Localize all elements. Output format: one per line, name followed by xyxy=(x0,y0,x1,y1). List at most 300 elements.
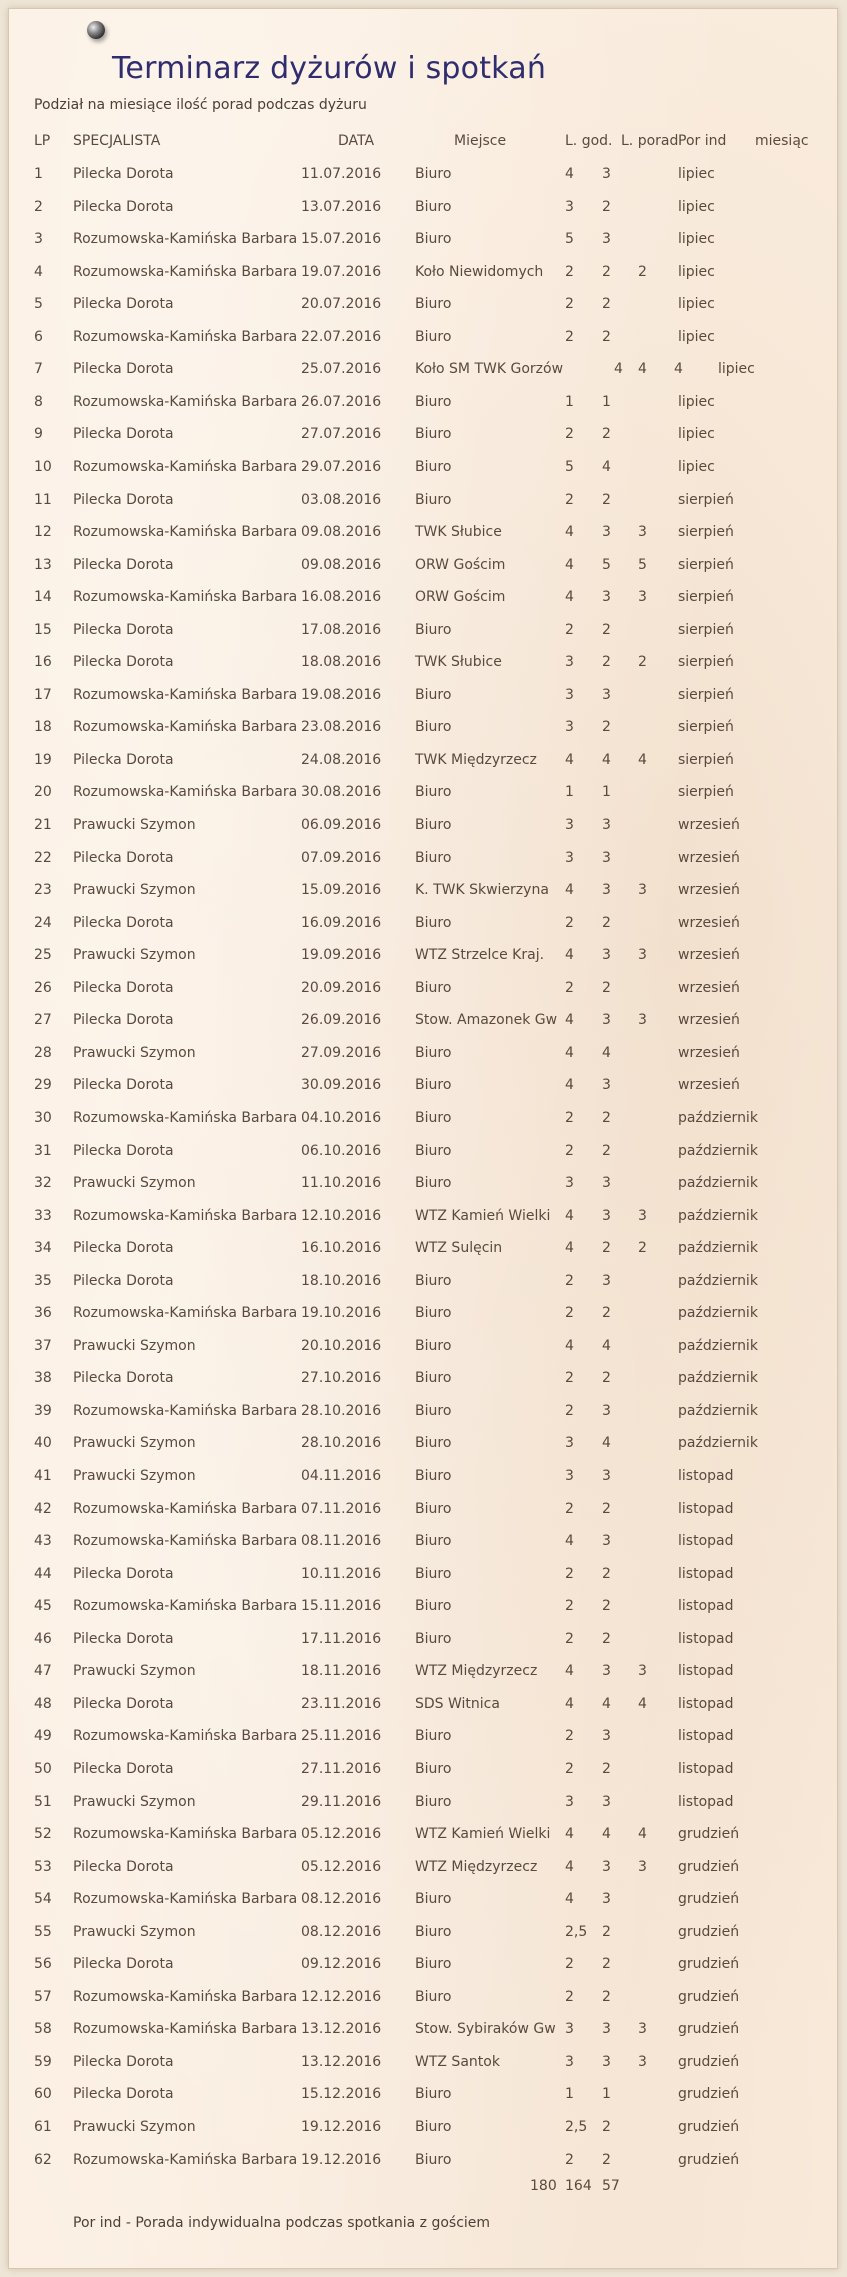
row-data: 29.07.2016 xyxy=(301,458,382,475)
row-miejsce: WTZ Międzyrzecz xyxy=(415,1663,538,1680)
row-por-ind: 3 xyxy=(638,1207,647,1224)
row-specjalista: Pilecka Dorota xyxy=(73,1142,174,1159)
row-l-porad: 2 xyxy=(602,1923,611,1940)
row-miejsce: Biuro xyxy=(415,1598,452,1615)
table-row xyxy=(9,1564,837,1584)
row-por-ind: 3 xyxy=(638,1858,647,1875)
row-lp: 32 xyxy=(34,1175,52,1191)
row-data: 13.12.2016 xyxy=(301,2053,382,2070)
table-row xyxy=(9,1824,837,1844)
row-l-godz: 2 xyxy=(565,1598,574,1615)
row-lp: 37 xyxy=(34,1337,52,1354)
table-row xyxy=(9,750,837,770)
row-lp: 17 xyxy=(34,686,52,703)
row-lp: 3 xyxy=(34,231,43,248)
row-lp: 40 xyxy=(34,1435,52,1452)
row-l-porad: 3 xyxy=(602,1207,611,1224)
row-specjalista: Pilecka Dorota xyxy=(73,849,174,866)
row-l-godz: 4 xyxy=(565,1077,574,1094)
row-l-godz: 4 xyxy=(565,947,574,964)
row-miesiac: lipiec xyxy=(718,361,755,378)
header-miesiac: miesiąc xyxy=(755,133,809,149)
row-data: 13.07.2016 xyxy=(301,198,382,215)
row-specjalista: Pilecka Dorota xyxy=(73,1370,174,1387)
row-specjalista: Rozumowska-Kamińska Barbara xyxy=(73,1988,298,2005)
row-lp: 2 xyxy=(34,198,43,215)
row-miesiac: listopad xyxy=(678,1500,734,1517)
row-miesiac: październik xyxy=(678,1370,758,1387)
row-miejsce: ORW Gościm xyxy=(415,589,506,606)
row-lp: 51 xyxy=(34,1793,52,1810)
row-specjalista: Rozumowska-Kamińska Barbara xyxy=(73,1728,298,1745)
row-specjalista: Rozumowska-Kamińska Barbara xyxy=(73,686,298,703)
row-lp: 38 xyxy=(34,1370,52,1387)
table-row xyxy=(9,717,837,737)
row-miejsce: Biuro xyxy=(415,1923,452,1940)
row-data: 07.09.2016 xyxy=(301,849,382,866)
row-miesiac: listopad xyxy=(678,1728,734,1745)
row-l-godz: 3 xyxy=(565,198,574,215)
row-lp: 29 xyxy=(34,1077,52,1094)
table-row xyxy=(9,913,837,933)
row-data: 22.07.2016 xyxy=(301,328,382,345)
row-l-porad: 3 xyxy=(602,1468,611,1484)
row-miesiac: grudzień xyxy=(678,2086,740,2103)
row-data: 27.10.2016 xyxy=(301,1370,382,1387)
row-specjalista: Prawucki Szymon xyxy=(73,1468,196,1484)
row-miesiac: listopad xyxy=(678,1793,734,1810)
row-specjalista: Pilecka Dorota xyxy=(73,426,174,443)
row-l-godz: 3 xyxy=(565,1435,574,1452)
row-l-godz: 4 xyxy=(565,589,574,606)
row-specjalista: Pilecka Dorota xyxy=(73,2086,174,2103)
row-l-godz: 3 xyxy=(565,1175,574,1191)
row-miejsce: Biuro xyxy=(415,719,452,736)
row-specjalista: Pilecka Dorota xyxy=(73,296,174,313)
row-l-godz: 2 xyxy=(565,1272,574,1289)
row-specjalista: Rozumowska-Kamińska Barbara xyxy=(73,328,298,345)
row-l-porad: 3 xyxy=(602,882,611,899)
row-miesiac: listopad xyxy=(678,1468,734,1484)
row-l-porad: 2 xyxy=(602,426,611,443)
table-row xyxy=(9,164,837,184)
row-specjalista: Pilecka Dorota xyxy=(73,491,174,508)
table-row xyxy=(9,652,837,672)
row-data: 08.11.2016 xyxy=(301,1533,382,1550)
row-miesiac: październik xyxy=(678,1109,758,1126)
row-l-porad: 1 xyxy=(602,784,611,801)
table-row xyxy=(9,1759,837,1779)
row-lp: 57 xyxy=(34,1988,52,2005)
row-lp: 26 xyxy=(34,979,52,996)
table-row xyxy=(9,424,837,444)
row-l-godz: 5 xyxy=(565,458,574,475)
row-l-porad: 2 xyxy=(602,1305,611,1322)
row-miesiac: sierpień xyxy=(678,784,734,801)
row-l-porad: 4 xyxy=(602,458,611,475)
table-row xyxy=(9,685,837,705)
row-lp: 56 xyxy=(34,1956,52,1973)
row-lp: 54 xyxy=(34,1891,52,1908)
row-miejsce: SDS Witnica xyxy=(415,1695,500,1712)
row-miejsce: Biuro xyxy=(415,784,452,801)
row-lp: 30 xyxy=(34,1109,52,1126)
table-row xyxy=(9,1043,837,1063)
row-miejsce: Biuro xyxy=(415,1370,452,1387)
table-row xyxy=(9,1368,837,1388)
row-l-porad: 3 xyxy=(602,1077,611,1094)
row-l-godz: 2 xyxy=(565,1402,574,1419)
row-data: 26.07.2016 xyxy=(301,393,382,410)
table-row xyxy=(9,1792,837,1812)
row-specjalista: Pilecka Dorota xyxy=(73,361,174,378)
row-lp: 49 xyxy=(34,1728,52,1745)
row-por-ind: 3 xyxy=(638,2053,647,2070)
row-l-godz: 3 xyxy=(565,686,574,703)
row-l-porad: 4 xyxy=(638,361,647,378)
row-miejsce: Biuro xyxy=(415,1760,452,1777)
row-miesiac: listopad xyxy=(678,1695,734,1712)
row-miesiac: sierpień xyxy=(678,751,734,768)
row-l-porad: 3 xyxy=(602,817,611,833)
row-l-porad: 2 xyxy=(602,979,611,996)
row-miejsce: WTZ Kamień Wielki xyxy=(415,1207,551,1224)
row-l-porad: 3 xyxy=(602,1175,611,1191)
row-l-porad: 2 xyxy=(602,2151,611,2168)
row-lp: 61 xyxy=(34,2119,52,2135)
table-row xyxy=(9,229,837,249)
row-lp: 19 xyxy=(34,751,52,768)
row-miesiac: grudzień xyxy=(678,1956,740,1973)
row-miejsce: Biuro xyxy=(415,458,452,475)
row-data: 30.09.2016 xyxy=(301,1077,382,1094)
table-row xyxy=(9,782,837,802)
row-miesiac: grudzień xyxy=(678,1826,740,1842)
row-miejsce: Biuro xyxy=(415,1793,452,1810)
row-l-porad: 2 xyxy=(602,1142,611,1159)
row-specjalista: Pilecka Dorota xyxy=(73,2053,174,2070)
row-lp: 53 xyxy=(34,1858,52,1875)
row-specjalista: Rozumowska-Kamińska Barbara xyxy=(73,393,298,410)
row-l-porad: 2 xyxy=(602,1630,611,1647)
row-l-godz: 2 xyxy=(565,1305,574,1322)
row-specjalista: Rozumowska-Kamińska Barbara xyxy=(73,1109,298,1126)
row-data: 04.11.2016 xyxy=(301,1468,382,1484)
table-row xyxy=(9,1531,837,1551)
row-specjalista: Pilecka Dorota xyxy=(73,979,174,996)
row-miesiac: październik xyxy=(678,1337,758,1354)
table-row xyxy=(9,2019,837,2039)
row-data: 17.11.2016 xyxy=(301,1630,382,1647)
row-data: 26.09.2016 xyxy=(301,1012,382,1029)
total-porad: 164 xyxy=(565,2178,592,2194)
row-data: 16.08.2016 xyxy=(301,589,382,606)
row-data: 06.09.2016 xyxy=(301,817,382,833)
row-lp: 62 xyxy=(34,2151,52,2168)
row-specjalista: Pilecka Dorota xyxy=(73,1956,174,1973)
row-data: 17.08.2016 xyxy=(301,621,382,638)
row-data: 24.08.2016 xyxy=(301,751,382,768)
row-specjalista: Prawucki Szymon xyxy=(73,1044,196,1061)
row-specjalista: Rozumowska-Kamińska Barbara xyxy=(73,1826,298,1842)
row-specjalista: Prawucki Szymon xyxy=(73,1337,196,1354)
row-l-godz: 1 xyxy=(565,2086,574,2103)
row-l-porad: 2 xyxy=(602,2119,611,2135)
row-lp: 42 xyxy=(34,1500,52,1517)
row-specjalista: Prawucki Szymon xyxy=(73,1435,196,1452)
total-godz: 180 xyxy=(530,2178,557,2194)
row-data: 25.07.2016 xyxy=(301,361,382,378)
row-specjalista: Prawucki Szymon xyxy=(73,1923,196,1940)
row-lp: 16 xyxy=(34,654,52,671)
row-specjalista: Rozumowska-Kamińska Barbara xyxy=(73,263,298,280)
row-l-godz: 3 xyxy=(565,849,574,866)
row-lp: 34 xyxy=(34,1240,52,1257)
row-data: 11.07.2016 xyxy=(301,166,382,182)
row-miejsce: Biuro xyxy=(415,1630,452,1647)
row-miejsce: Biuro xyxy=(415,914,452,931)
document-page xyxy=(8,8,838,2269)
table-row xyxy=(9,1726,837,1746)
row-specjalista: Rozumowska-Kamińska Barbara xyxy=(73,719,298,736)
row-miejsce: Biuro xyxy=(415,817,452,833)
row-l-porad: 2 xyxy=(602,1370,611,1387)
row-specjalista: Pilecka Dorota xyxy=(73,1858,174,1875)
total-ind: 57 xyxy=(602,2178,620,2194)
row-specjalista: Prawucki Szymon xyxy=(73,1663,196,1680)
table-row xyxy=(9,1694,837,1714)
row-miejsce: Biuro xyxy=(415,1988,452,2005)
row-miejsce: Biuro xyxy=(415,1044,452,1061)
row-data: 09.08.2016 xyxy=(301,524,382,540)
row-data: 05.12.2016 xyxy=(301,1858,382,1875)
row-data: 15.09.2016 xyxy=(301,882,382,899)
row-lp: 10 xyxy=(34,458,52,475)
row-l-godz: 4 xyxy=(565,556,574,573)
row-lp: 33 xyxy=(34,1207,52,1224)
row-l-godz: 4 xyxy=(614,361,623,378)
row-lp: 24 xyxy=(34,914,52,931)
row-l-porad: 3 xyxy=(602,1858,611,1875)
row-data: 11.10.2016 xyxy=(301,1175,382,1191)
row-data: 19.08.2016 xyxy=(301,686,382,703)
row-miejsce: Biuro xyxy=(415,1500,452,1517)
row-specjalista: Rozumowska-Kamińska Barbara xyxy=(73,1305,298,1322)
row-specjalista: Pilecka Dorota xyxy=(73,751,174,768)
row-l-godz: 4 xyxy=(565,1240,574,1257)
row-miesiac: grudzień xyxy=(678,1988,740,2005)
row-l-porad: 4 xyxy=(602,1044,611,1061)
row-data: 28.10.2016 xyxy=(301,1435,382,1452)
row-l-porad: 3 xyxy=(602,2053,611,2070)
row-miesiac: październik xyxy=(678,1142,758,1159)
row-l-porad: 4 xyxy=(602,751,611,768)
row-l-porad: 2 xyxy=(602,1240,611,1257)
row-miesiac: grudzień xyxy=(678,1858,740,1875)
table-row xyxy=(9,1303,837,1323)
row-lp: 25 xyxy=(34,947,52,964)
row-por-ind: 4 xyxy=(638,1826,647,1842)
row-specjalista: Pilecka Dorota xyxy=(73,1012,174,1029)
row-l-godz: 4 xyxy=(565,1695,574,1712)
row-data: 19.10.2016 xyxy=(301,1305,382,1322)
row-specjalista: Prawucki Szymon xyxy=(73,1175,196,1191)
row-miesiac: sierpień xyxy=(678,686,734,703)
row-l-porad: 4 xyxy=(602,1695,611,1712)
row-miesiac: grudzień xyxy=(678,1923,740,1940)
row-miejsce: Koło Niewidomych xyxy=(415,263,544,280)
row-miesiac: październik xyxy=(678,1272,758,1289)
row-por-ind: 2 xyxy=(638,1240,647,1257)
row-lp: 58 xyxy=(34,2021,52,2038)
row-l-porad: 3 xyxy=(602,947,611,964)
row-miejsce: TWK Międzyrzecz xyxy=(415,751,537,768)
row-lp: 50 xyxy=(34,1760,52,1777)
header-l-godz: L. god. xyxy=(565,133,613,149)
row-data: 15.07.2016 xyxy=(301,231,382,248)
row-specjalista: Rozumowska-Kamińska Barbara xyxy=(73,1402,298,1419)
row-l-godz: 4 xyxy=(565,1826,574,1842)
table-row xyxy=(9,2052,837,2072)
row-miesiac: grudzień xyxy=(678,2119,740,2135)
row-l-godz: 2 xyxy=(565,491,574,508)
row-miejsce: Biuro xyxy=(415,1077,452,1094)
row-data: 27.09.2016 xyxy=(301,1044,382,1061)
header-data: DATA xyxy=(338,133,375,149)
row-lp: 45 xyxy=(34,1598,52,1615)
row-lp: 21 xyxy=(34,817,52,833)
header-por-ind: Por ind xyxy=(678,133,727,149)
row-l-godz: 2 xyxy=(565,979,574,996)
row-miesiac: lipiec xyxy=(678,166,715,182)
row-specjalista: Rozumowska-Kamińska Barbara xyxy=(73,458,298,475)
row-specjalista: Rozumowska-Kamińska Barbara xyxy=(73,2021,298,2038)
row-l-godz: 2 xyxy=(565,1370,574,1387)
row-data: 09.12.2016 xyxy=(301,1956,382,1973)
row-l-porad: 4 xyxy=(602,1826,611,1842)
row-por-ind: 4 xyxy=(638,1695,647,1712)
table-header xyxy=(9,131,837,151)
row-lp: 8 xyxy=(34,393,43,410)
row-l-porad: 3 xyxy=(602,1012,611,1029)
row-specjalista: Prawucki Szymon xyxy=(73,1793,196,1810)
table-row xyxy=(9,1889,837,1909)
row-lp: 1 xyxy=(34,166,43,182)
table-row xyxy=(9,1987,837,2007)
row-miejsce: TWK Słubice xyxy=(415,524,502,540)
row-miejsce: K. TWK Skwierzyna xyxy=(415,882,549,899)
row-data: 20.07.2016 xyxy=(301,296,382,313)
row-por-ind: 3 xyxy=(638,524,647,540)
row-l-godz: 2 xyxy=(565,1630,574,1647)
row-miejsce: WTZ Kamień Wielki xyxy=(415,1826,551,1842)
row-por-ind: 3 xyxy=(638,1012,647,1029)
footnote: Por ind - Porada indywidualna podczas spotkania z gościem xyxy=(73,2215,491,2231)
row-l-porad: 3 xyxy=(602,1533,611,1550)
row-miesiac: październik xyxy=(678,1207,758,1224)
row-lp: 27 xyxy=(34,1012,52,1029)
row-l-godz: 2 xyxy=(565,1956,574,1973)
row-miesiac: lipiec xyxy=(678,426,715,443)
row-miesiac: lipiec xyxy=(678,458,715,475)
row-lp: 6 xyxy=(34,328,43,345)
row-l-porad: 4 xyxy=(602,1435,611,1452)
row-miesiac: wrzesień xyxy=(678,979,740,996)
row-l-godz: 2,5 xyxy=(565,2119,588,2135)
row-specjalista: Pilecka Dorota xyxy=(73,1630,174,1647)
row-miejsce: Stow. Sybiraków Gw xyxy=(415,2021,556,2038)
row-specjalista: Rozumowska-Kamińska Barbara xyxy=(73,524,298,540)
row-l-godz: 3 xyxy=(565,719,574,736)
row-lp: 46 xyxy=(34,1630,52,1647)
row-data: 30.08.2016 xyxy=(301,784,382,801)
row-miesiac: sierpień xyxy=(678,654,734,671)
row-lp: 4 xyxy=(34,263,43,280)
row-l-godz: 3 xyxy=(565,817,574,833)
row-l-godz: 4 xyxy=(565,524,574,540)
table-row xyxy=(9,1173,837,1193)
row-data: 19.09.2016 xyxy=(301,947,382,964)
row-lp: 9 xyxy=(34,426,43,443)
row-miejsce: Biuro xyxy=(415,1468,452,1484)
row-l-godz: 4 xyxy=(565,751,574,768)
row-lp: 55 xyxy=(34,1923,52,1940)
row-miesiac: lipiec xyxy=(678,393,715,410)
table-row xyxy=(9,1108,837,1128)
row-miesiac: grudzień xyxy=(678,2053,740,2070)
row-miejsce: Biuro xyxy=(415,1956,452,1973)
row-l-porad: 3 xyxy=(602,1663,611,1680)
row-data: 06.10.2016 xyxy=(301,1142,382,1159)
row-miesiac: październik xyxy=(678,1402,758,1419)
row-l-godz: 4 xyxy=(565,1858,574,1875)
table-row xyxy=(9,587,837,607)
table-row xyxy=(9,1922,837,1942)
table-row xyxy=(9,457,837,477)
row-por-ind: 2 xyxy=(638,263,647,280)
table-row xyxy=(9,1401,837,1421)
row-miejsce: TWK Słubice xyxy=(415,654,502,671)
row-l-godz: 3 xyxy=(565,1468,574,1484)
row-miesiac: wrzesień xyxy=(678,1077,740,1094)
row-data: 23.08.2016 xyxy=(301,719,382,736)
row-specjalista: Prawucki Szymon xyxy=(73,947,196,964)
row-miesiac: grudzień xyxy=(678,2151,740,2168)
table-row xyxy=(9,815,837,835)
row-l-porad: 2 xyxy=(602,1988,611,2005)
row-specjalista: Pilecka Dorota xyxy=(73,1272,174,1289)
table-row xyxy=(9,1271,837,1291)
row-l-porad: 2 xyxy=(602,1500,611,1517)
row-lp: 39 xyxy=(34,1402,52,1419)
row-data: 08.12.2016 xyxy=(301,1923,382,1940)
row-specjalista: Pilecka Dorota xyxy=(73,1240,174,1257)
row-miesiac: październik xyxy=(678,1175,758,1191)
row-lp: 14 xyxy=(34,589,52,606)
row-lp: 11 xyxy=(34,491,52,508)
row-miejsce: Biuro xyxy=(415,296,452,313)
row-specjalista: Rozumowska-Kamińska Barbara xyxy=(73,2151,298,2168)
row-miejsce: Biuro xyxy=(415,166,452,182)
table-row xyxy=(9,2117,837,2137)
row-l-porad: 2 xyxy=(602,1598,611,1615)
row-miesiac: październik xyxy=(678,1435,758,1452)
row-data: 09.08.2016 xyxy=(301,556,382,573)
row-l-porad: 3 xyxy=(602,1793,611,1810)
row-l-godz: 2 xyxy=(565,1988,574,2005)
row-l-porad: 4 xyxy=(602,1337,611,1354)
row-specjalista: Rozumowska-Kamińska Barbara xyxy=(73,1500,298,1517)
